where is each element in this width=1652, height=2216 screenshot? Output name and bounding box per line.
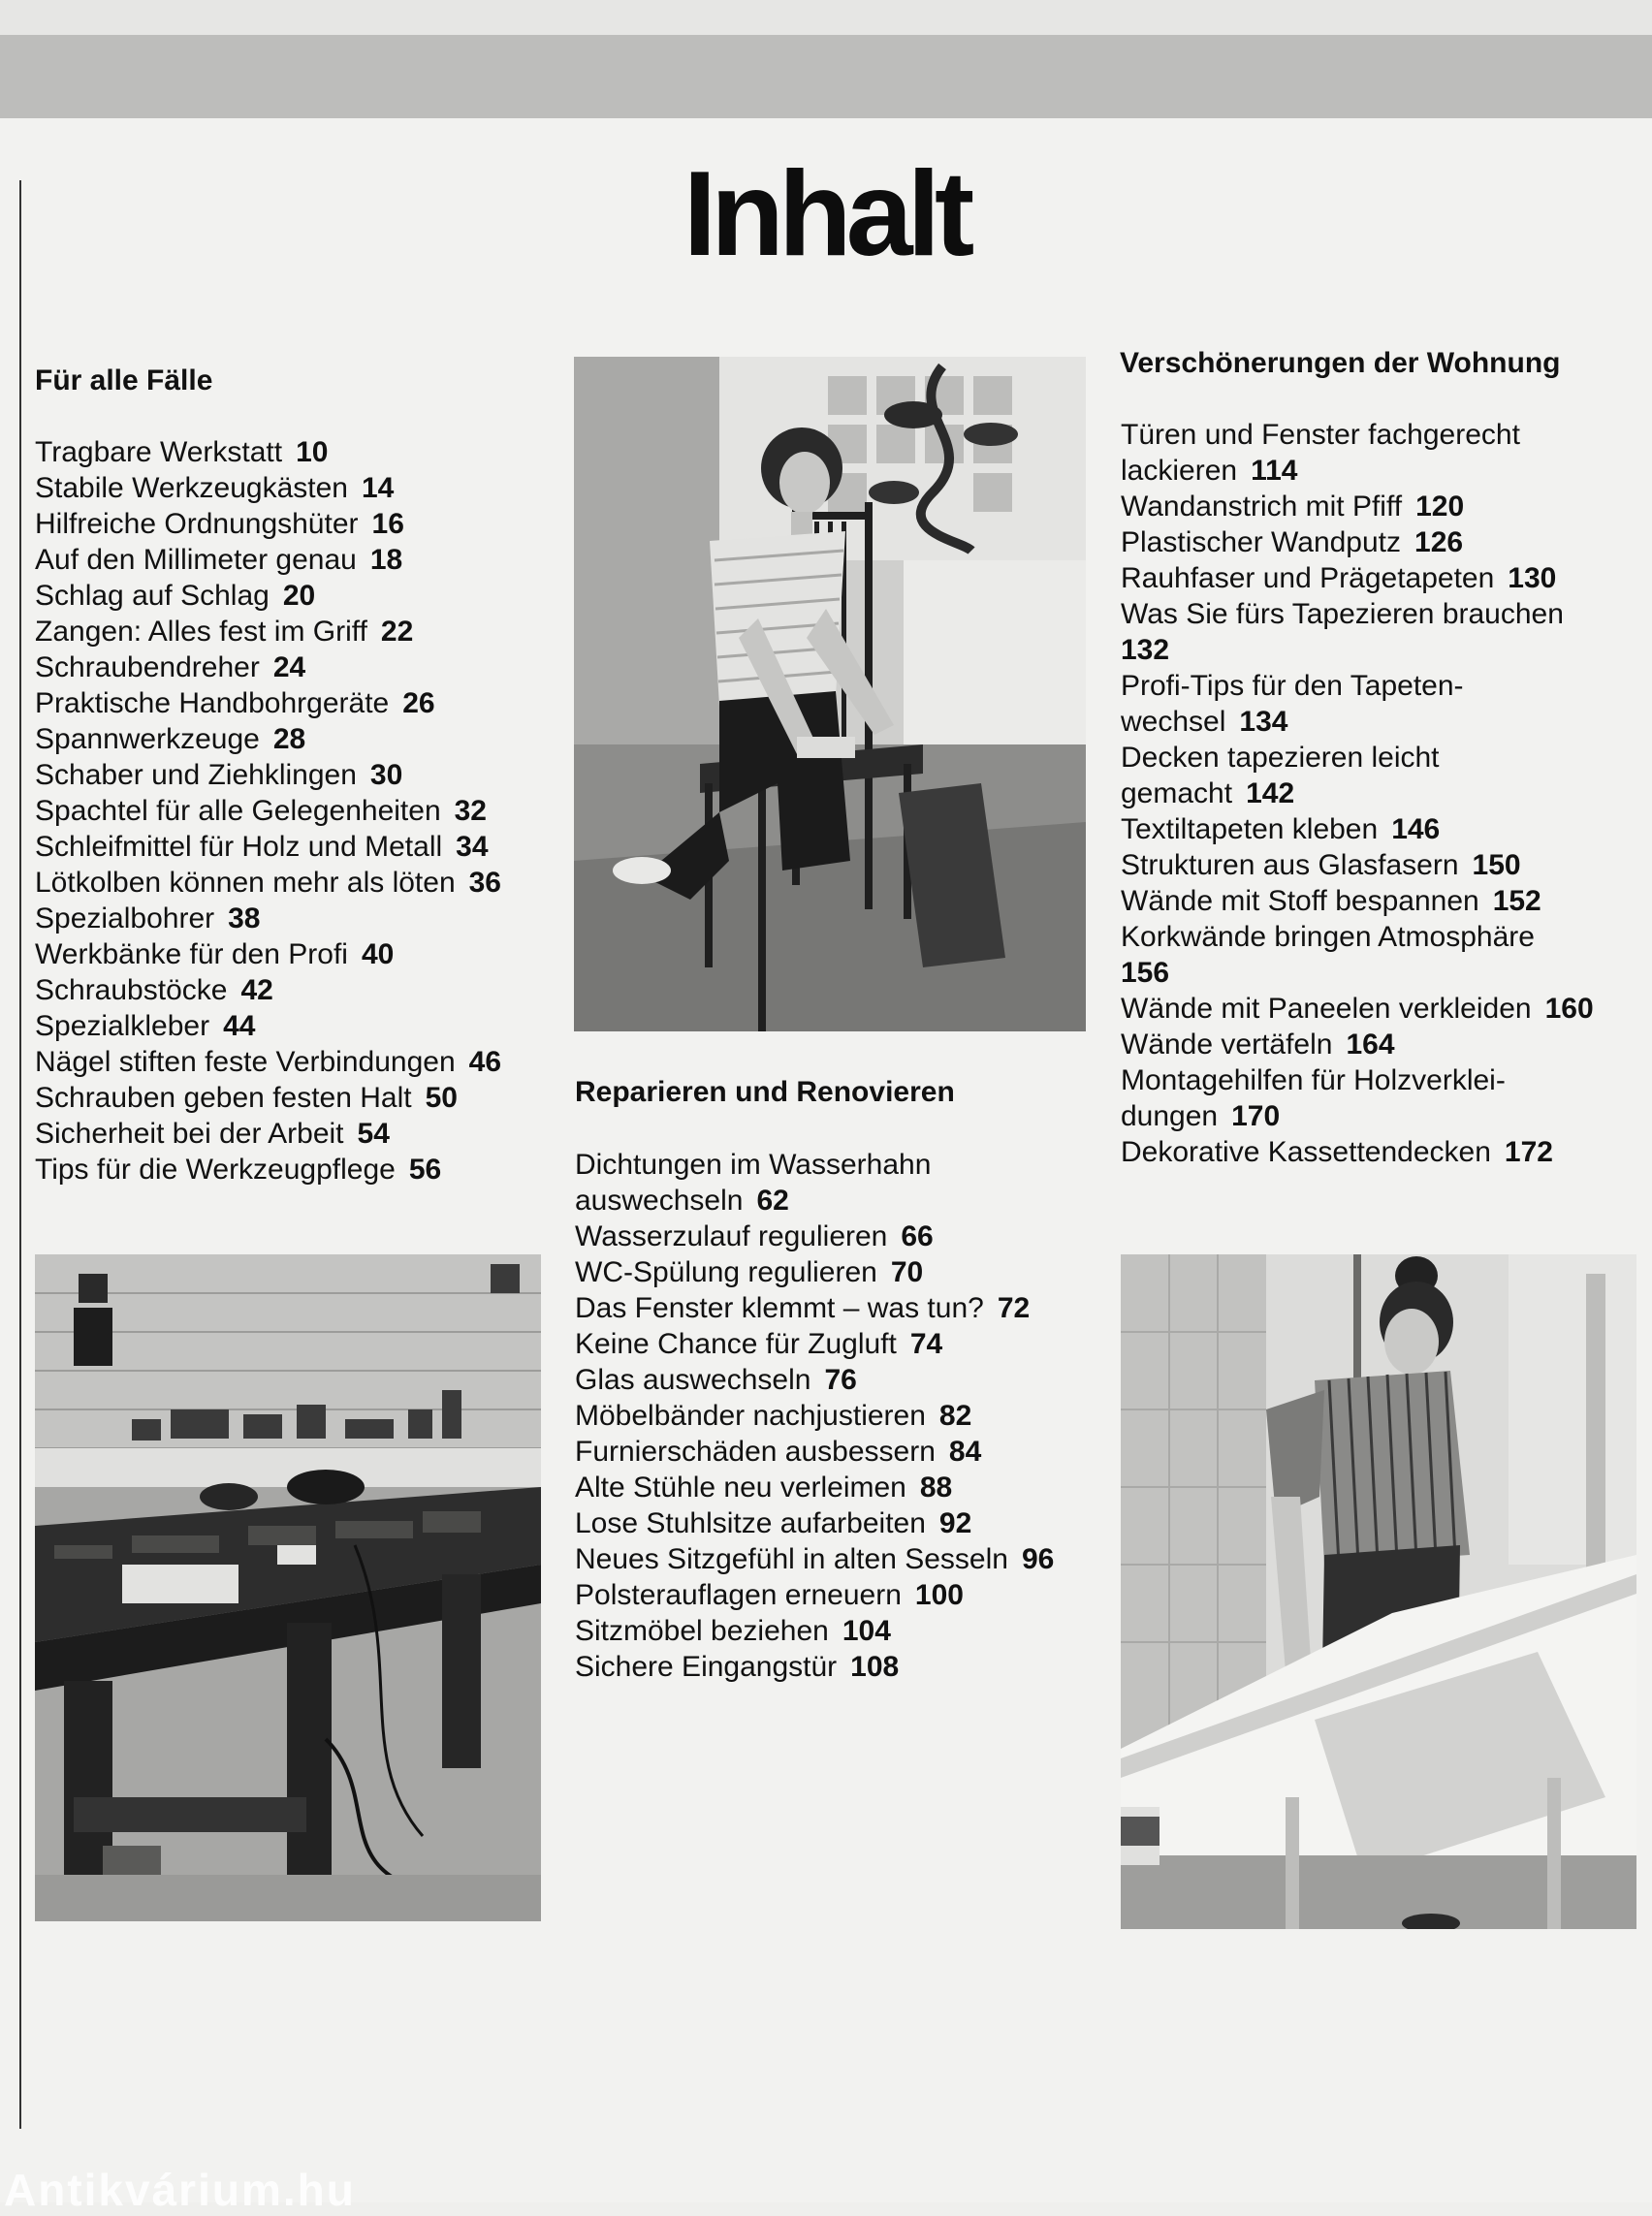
toc-entry [575, 1470, 1054, 1505]
toc-page-number: 104 [842, 1615, 891, 1647]
toc-page-number: 26 [402, 687, 435, 719]
toc-entry [575, 1290, 1054, 1326]
toc-page-number: 84 [948, 1436, 982, 1468]
toc-page-number: 34 [456, 831, 489, 863]
toc-page-number: 170 [1231, 1100, 1281, 1132]
toc-page-number: 50 [425, 1082, 458, 1114]
toc-page-number: 14 [361, 472, 395, 504]
toc-page-number: 46 [468, 1046, 502, 1078]
toc-page-number: 66 [901, 1220, 934, 1252]
toc-page-number: 130 [1508, 562, 1557, 594]
toc-entry-title: Schraubendreher [35, 651, 260, 683]
toc-page-number: 160 [1544, 993, 1594, 1025]
toc-entry [35, 793, 501, 829]
toc-entry-title: Keine Chance für Zugluft [575, 1328, 897, 1360]
toc-entry [1121, 919, 1594, 991]
toc-entry-title: Dekorative Kassettendecken [1121, 1136, 1491, 1168]
toc-entry [1121, 883, 1594, 919]
toc-entry [35, 1080, 501, 1116]
toc-page-number: 152 [1492, 885, 1541, 917]
page-spine-line [19, 180, 21, 2129]
toc-entry-title: Stabile Werkzeugkästen [35, 472, 348, 504]
toc-page-number: 72 [997, 1292, 1031, 1324]
toc-entry [35, 685, 501, 721]
toc-page-number: 132 [1121, 634, 1170, 666]
toc-entry [575, 1326, 1054, 1362]
toc-entry [575, 1219, 1054, 1254]
toc-page-number: 164 [1346, 1029, 1395, 1061]
toc-entry-title: Sitzmöbel beziehen [575, 1615, 829, 1647]
toc-list-fuer-alle-faelle [35, 434, 501, 1187]
toc-entry-title-cont: auswechseln [575, 1185, 744, 1217]
toc-entry-title: Plastischer Wandputz [1121, 526, 1402, 558]
toc-entry [575, 1147, 1054, 1219]
toc-page-number: 10 [296, 436, 329, 468]
toc-entry-title: Spezialkleber [35, 1010, 210, 1042]
toc-entry-title: WC-Spülung regulieren [575, 1256, 877, 1288]
toc-list-reparieren [575, 1147, 1054, 1685]
toc-entry [575, 1613, 1054, 1649]
toc-entry-title: Neues Sitzgefühl in alten Sesseln [575, 1543, 1008, 1575]
toc-page-number: 92 [938, 1507, 972, 1539]
toc-entry [35, 936, 501, 972]
toc-entry [1121, 811, 1594, 847]
toc-entry-title: Polsterauflagen erneuern [575, 1579, 902, 1611]
section-heading-fuer-alle-faelle: Für alle Fälle [35, 364, 213, 396]
toc-page-number: 24 [272, 651, 306, 683]
toc-page-number: 100 [914, 1579, 964, 1611]
toc-entry-title: Werkbänke für den Profi [35, 938, 348, 970]
toc-page-number: 54 [357, 1118, 390, 1150]
toc-entry [35, 972, 501, 1008]
toc-entry-title: Zangen: Alles fest im Griff [35, 616, 367, 648]
toc-page-number: 56 [408, 1154, 442, 1186]
toc-entry [35, 614, 501, 649]
toc-entry-title: Türen und Fenster fachgerecht [1121, 419, 1520, 451]
toc-entry [35, 1116, 501, 1152]
toc-entry-title: Schrauben geben festen Halt [35, 1082, 412, 1114]
toc-entry [1121, 668, 1594, 740]
toc-entry-title: Textiltapeten kleben [1121, 813, 1379, 845]
toc-entry [35, 829, 501, 865]
toc-entry-title: Was Sie fürs Tapezieren brauchen [1121, 598, 1564, 630]
toc-page-number: 44 [223, 1010, 256, 1042]
toc-entry-title: Korkwände bringen Atmosphäre [1121, 921, 1535, 953]
toc-entry [1121, 596, 1594, 668]
section-heading-reparieren: Reparieren und Renovieren [575, 1076, 955, 1108]
toc-entry [1121, 1027, 1594, 1062]
toc-page-number: 142 [1246, 777, 1295, 809]
toc-page-number: 36 [468, 867, 501, 899]
toc-entry-title: Sichere Eingangstür [575, 1651, 838, 1683]
toc-entry [35, 901, 501, 936]
toc-entry-title: Schaber und Ziehklingen [35, 759, 357, 791]
toc-page-number: 96 [1021, 1543, 1055, 1575]
toc-entry [1121, 560, 1594, 596]
toc-entry-title: Strukturen aus Glasfasern [1121, 849, 1459, 881]
toc-entry [35, 542, 501, 578]
toc-page-number: 134 [1239, 706, 1288, 738]
toc-entry-title: Wände mit Stoff bespannen [1121, 885, 1479, 917]
toc-entry [575, 1434, 1054, 1470]
toc-entry-title: Nägel stiften feste Verbindungen [35, 1046, 456, 1078]
toc-entry [575, 1254, 1054, 1290]
toc-entry [35, 578, 501, 614]
toc-page-number: 120 [1415, 491, 1465, 522]
toc-page-number: 76 [824, 1364, 857, 1396]
toc-entry-title: Alte Stühle neu verleimen [575, 1472, 906, 1504]
toc-entry-title: Lötkolben können mehr als löten [35, 867, 456, 899]
toc-page-number: 156 [1121, 957, 1170, 989]
toc-entry [1121, 489, 1594, 524]
toc-entry-title: Spannwerkzeuge [35, 723, 260, 755]
toc-entry [35, 1008, 501, 1044]
toc-entry [35, 865, 501, 901]
toc-entry [575, 1398, 1054, 1434]
toc-entry-title: Das Fenster klemmt – was tun? [575, 1292, 984, 1324]
toc-entry-title: Tragbare Werkstatt [35, 436, 283, 468]
toc-entry-title: Schraubstöcke [35, 974, 228, 1006]
toc-entry [1121, 847, 1594, 883]
toc-page-number: 150 [1472, 849, 1521, 881]
toc-page-number: 88 [919, 1472, 953, 1504]
toc-page-number: 62 [756, 1185, 789, 1217]
toc-entry [35, 721, 501, 757]
toc-page-number: 28 [272, 723, 306, 755]
photo-chair-repair [574, 357, 1086, 1031]
toc-list-verschoenerungen [1121, 417, 1594, 1170]
toc-entry-title-cont: gemacht [1121, 777, 1233, 809]
toc-entry-title: Auf den Millimeter genau [35, 544, 357, 576]
toc-entry-title: Profi-Tips für den Tapeten- [1121, 670, 1464, 702]
page-title: Inhalt [683, 147, 969, 281]
toc-entry-title: Sicherheit bei der Arbeit [35, 1118, 344, 1150]
toc-entry [1121, 1134, 1594, 1170]
toc-entry-title: Dichtungen im Wasserhahn [575, 1149, 932, 1181]
toc-page-number: 20 [282, 580, 316, 612]
toc-entry [35, 470, 501, 506]
toc-entry [35, 649, 501, 685]
toc-page-number: 22 [380, 616, 414, 648]
toc-page-number: 82 [938, 1400, 972, 1432]
toc-page-number: 32 [454, 795, 487, 827]
photo-workbench [35, 1254, 541, 1921]
toc-entry [35, 757, 501, 793]
toc-entry-title: Wandanstrich mit Pfiff [1121, 491, 1403, 522]
toc-entry-title: Spezialbohrer [35, 902, 215, 934]
top-margin [0, 0, 1652, 35]
toc-entry-title: Decken tapezieren leicht [1121, 742, 1440, 774]
toc-page-number: 146 [1391, 813, 1441, 845]
header-band [0, 35, 1652, 118]
toc-page-number: 18 [369, 544, 403, 576]
toc-entry [35, 506, 501, 542]
toc-entry-title-cont: dungen [1121, 1100, 1219, 1132]
toc-entry-title: Wände vertäfeln [1121, 1029, 1333, 1061]
toc-entry-title: Glas auswechseln [575, 1364, 811, 1396]
toc-entry-title: Wände mit Paneelen verkleiden [1121, 993, 1532, 1025]
toc-page-number: 74 [909, 1328, 943, 1360]
toc-entry-title: Möbelbänder nachjustieren [575, 1400, 926, 1432]
toc-entry [35, 434, 501, 470]
toc-page-number: 172 [1504, 1136, 1553, 1168]
toc-page-number: 30 [369, 759, 403, 791]
toc-entry-title: Schlag auf Schlag [35, 580, 270, 612]
toc-entry-title: Wasserzulauf regulieren [575, 1220, 888, 1252]
toc-entry [1121, 991, 1594, 1027]
toc-page-number: 16 [371, 508, 404, 540]
toc-page-number: 38 [228, 902, 261, 934]
toc-page-number: 114 [1251, 455, 1298, 487]
toc-entry-title: Montagehilfen für Holzverklei- [1121, 1064, 1506, 1096]
toc-entry [575, 1577, 1054, 1613]
toc-entry [575, 1541, 1054, 1577]
watermark: Antikvárium.hu [4, 2165, 356, 2215]
toc-entry-title: Praktische Handbohrgeräte [35, 687, 390, 719]
toc-entry [1121, 524, 1594, 560]
toc-entry-title: Spachtel für alle Gelegenheiten [35, 795, 441, 827]
toc-entry [575, 1362, 1054, 1398]
toc-entry [1121, 740, 1594, 811]
toc-entry-title: Tips für die Werkzeugpflege [35, 1154, 396, 1186]
toc-entry-title-cont: wechsel [1121, 706, 1226, 738]
section-heading-verschoenerungen: Verschönerungen der Wohnung [1120, 347, 1561, 379]
toc-entry [575, 1649, 1054, 1685]
toc-entry-title: Furnierschäden ausbessern [575, 1436, 936, 1468]
toc-entry [1121, 417, 1594, 489]
toc-page-number: 40 [361, 938, 395, 970]
toc-page-number: 108 [850, 1651, 900, 1683]
toc-entry [35, 1152, 501, 1187]
toc-entry [35, 1044, 501, 1080]
toc-page-number: 70 [890, 1256, 924, 1288]
toc-entry-title-cont: lackieren [1121, 455, 1238, 487]
toc-entry-title: Hilfreiche Ordnungshüter [35, 508, 359, 540]
toc-entry-title: Lose Stuhlsitze aufarbeiten [575, 1507, 926, 1539]
toc-page-number: 126 [1414, 526, 1464, 558]
photo-panel-work [1121, 1254, 1636, 1929]
toc-page-number: 42 [240, 974, 273, 1006]
toc-entry-title: Schleifmittel für Holz und Metall [35, 831, 443, 863]
toc-entry [1121, 1062, 1594, 1134]
toc-entry [575, 1505, 1054, 1541]
toc-entry-title: Rauhfaser und Prägetapeten [1121, 562, 1495, 594]
